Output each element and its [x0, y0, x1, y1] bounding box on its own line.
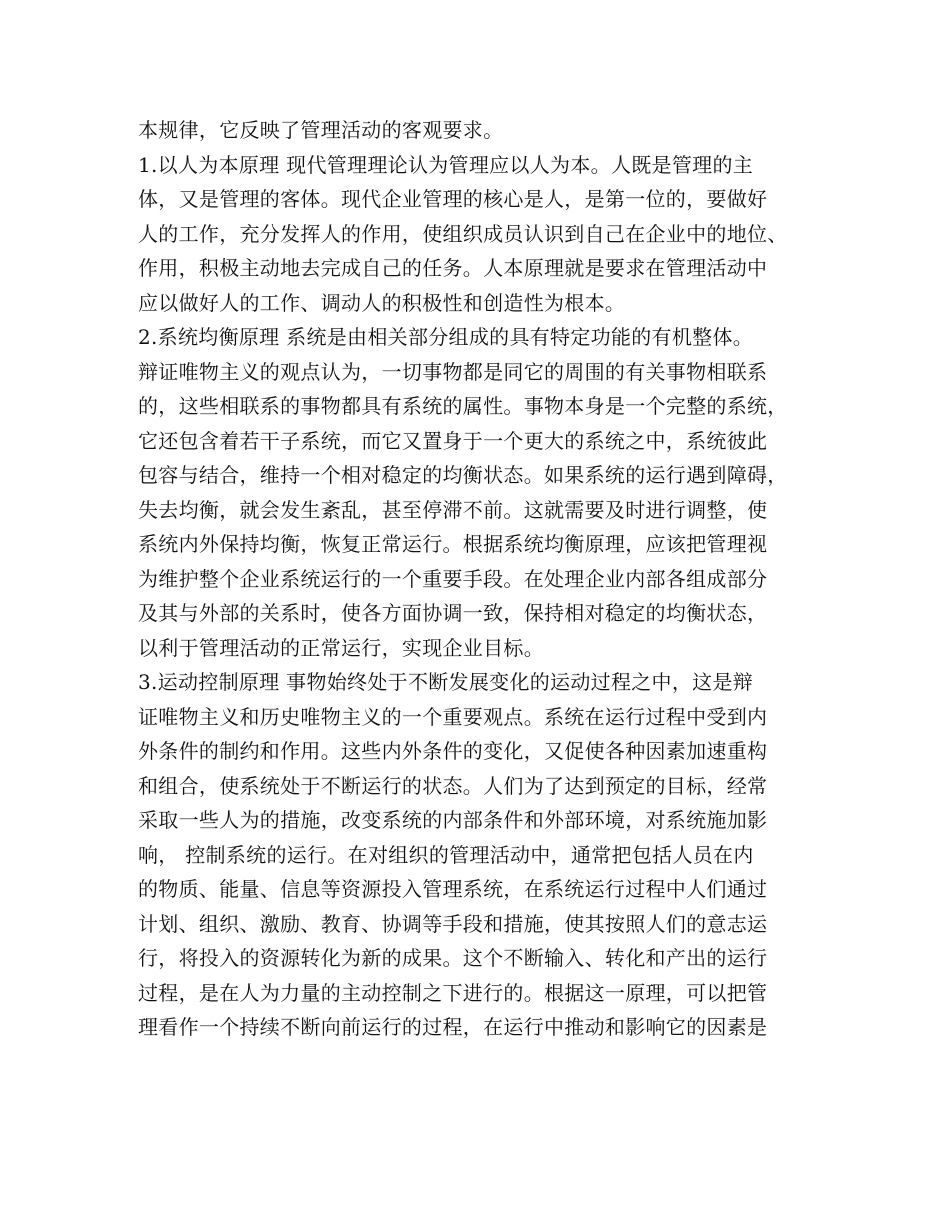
text-line: 外条件的制约和作用。这些内外条件的变化，又促使各种因素加速重构 [138, 739, 768, 763]
text-line: 包容与结合，维持一个相对稳定的均衡状态。如果系统的运行遇到障碍， [138, 463, 788, 487]
text-line: 系统内外保持均衡，恢复正常运行。根据系统均衡原理，应该把管理视 [138, 532, 768, 556]
text-line: 的，这些相联系的事物都具有系统的属性。事物本身是一个完整的系统， [138, 394, 788, 418]
text-line: 过程，是在人为力量的主动控制之下进行的。根据这一原理，可以把管 [138, 980, 768, 1005]
text-line: 失去均衡，就会发生紊乱，甚至停滞不前。这就需要及时进行调整，使 [138, 497, 768, 522]
text-line: 采取一些人为的措施，改变系统的内部条件和外部环境，对系统施加影 [138, 808, 768, 832]
text-line: 响， 控制系统的运行。在对组织的管理活动中，通常把包括人员在内 [138, 842, 754, 867]
text-line: 1.以人为本原理 现代管理理论认为管理应以人为本。人既是管理的主 [138, 152, 754, 177]
text-line: 辩证唯物主义的观点认为，一切事物都是同它的周围的有关事物相联系 [138, 359, 768, 384]
text-line: 作用，积极主动地去完成自己的任务。人本原理就是要求在管理活动中 [138, 256, 768, 280]
text-line: 3.运动控制原理 事物始终处于不断发展变化的运动过程之中，这是辩 [138, 670, 754, 694]
text-line: 应以做好人的工作、调动人的积极性和创造性为根本。 [138, 290, 626, 315]
body-text [138, 113, 828, 1045]
text-line: 以利于管理活动的正常运行，实现企业目标。 [138, 635, 544, 660]
text-line: 的物质、能量、信息等资源投入管理系统，在系统运行过程中人们通过 [138, 877, 768, 901]
text-line: 理看作一个持续不断向前运行的过程，在运行中推动和影响它的因素是 [138, 1015, 768, 1039]
text-line: 为维护整个企业系统运行的一个重要手段。在处理企业内部各组成部分 [138, 566, 768, 591]
text-line: 证唯物主义和历史唯物主义的一个重要观点。系统在运行过程中受到内 [138, 704, 768, 729]
text-line: 和组合，使系统处于不断运行的状态。人们为了达到预定的目标，经常 [138, 773, 768, 798]
text-line: 体，又是管理的客体。现代企业管理的核心是人，是第一位的，要做好 [138, 187, 768, 211]
text-line: 它还包含着若干子系统，而它又置身于一个更大的系统之中，系统彼此 [138, 428, 768, 453]
text-line: 人的工作，充分发挥人的作用，使组织成员认识到自己在企业中的地位、 [138, 221, 788, 246]
text-line: 本规律，它反映了管理活动的客观要求。 [138, 118, 504, 142]
text-line: 2.系统均衡原理 系统是由相关部分组成的具有特定功能的有机整体。 [138, 325, 754, 349]
text-line: 及其与外部的关系时，使各方面协调一致，保持相对稳定的均衡状态， [138, 601, 768, 625]
text-line: 计划、组织、激励、教育、协调等手段和措施，使其按照人们的意志运 [138, 911, 768, 936]
text-line: 行，将投入的资源转化为新的成果。这个不断输入、转化和产出的运行 [138, 946, 768, 970]
